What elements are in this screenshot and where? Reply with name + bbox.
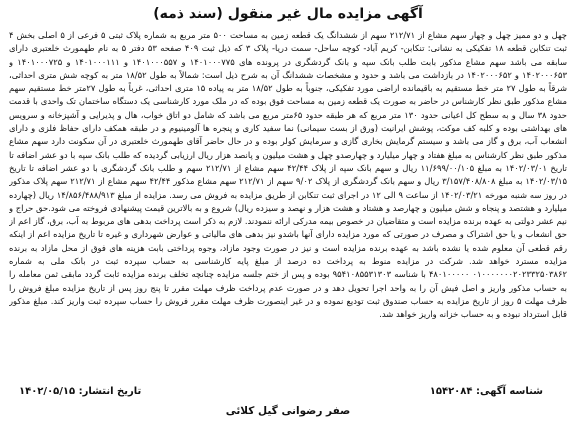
notice-id: شناسه آگهی: ۱۵۴۲۰۸۴ <box>429 386 543 397</box>
notice-meta <box>9 386 567 397</box>
notice-body: چهل و دو ممیز چهل و چهار سهم مشاع از ۲۱۲/۷۱ سهم از ششدانگ یک قطعه زمین به مساحت ۵۰۰ متر مربع به شماره پلاک ثبتی ۵ فرعی از ۵ اصلی بخش ۴ ثبت تنکابن قطعه ۱۸ تفکیکی به نشانی: تنکابن- کریم آباد- کوچه ساحل- سمت دریا- پلاک ۳ که ذیل ثبت ۴۰۹ صفحه ۵۳ دفتر ۵ به نام طهمورث خلعتبری دارای سابقه می باشد سهم مشاع مذکور بابت طلب بانک سپه و بانک گردشگری در پرونده های ۱۴۰۱۰۰۰۷۷۵ و ۱۴۰۱۰۰۰۵۵۷ و ۱۴۰۱۰۰۰۱۱۱ و ۱۴۰۱۰۰۰۷۲۵ و ۱۴۰۲۰۰۰۶۵۳ و ۱۴۰۲۰۰۰۶۵۲ در بازداشت می باشد و حدود و مشخصات ششدانگ آن به شرح ذیل است: شمالاً به طول ۱۸/۵۲ متر به کوچه شش متری احداثی، شرقاً به طول ۲۷ متر خط مستقیم به باقیمانده اراضی مورد تفکیکی، جنوباً به طول ۱۸/۵۲ متر به پیاده ۱۵ متری احداثی، غرباً به طول ۲۷متر خط مستقیم سهم مشاع مذکور طبق نظر کارشناس در حاضر به صورت یک قطعه زمین به مساحت فوق بوده که در ملک مورد کارشناسی یک دستگاه ساختمان تک واحدی با قدمت حدود ۳۸ سال و به سطح کل اعیانی حدود ۱۳۰ متر مربع که هر طبقه حدود ۶۵متر مربع می باشد که شامل دو اتاق خواب، هال و پذیرایی و آشپزخانه و سرویس های بهداشتی بوده و کلبه کف موکت، پوشش ایرانیت (ورق از بست سیمانی) نما سفید کاری و پنجره ها آلومینیوم و در طبقه همکف دارای حفاظ فلزی و دارای انشعاب آب، برق و گاز می باشد و سیستم گرمایش بخاری گازی و سرمایش کولر بوده و در حال حاضر آقای طهمورث خلعتبری در آن سکونت دارد سهم مشاع مذکور طبق نظر کارشناس به مبلغ هفتاد و چهار میلیارد و چهارصدو چهل و هشت میلیون و پانصد هزار ریال ارزیابی گردیده که طلب بانک سپه با دو عشر اضافه تا تاریخ ۱۴۰۲/۰۳/۰۱ به مبلغ ۱۱/۶۹۹/۰۰/۱۰۵ ریال و سهم بانک سپه از پلاک ۴۲/۴۴ سهم مشاع از ۲۱۲/۷۱ سهم و طلب بانک گردشگری با دو عشر اضافه تا تاریخ ۱۴۰۲/۰۳/۱۵ به مبلغ ۳/۱۵۷/۴۰۸/۸۰۸ ریال و سهم بانک گردشگری از پلاک ۹/۰۲ سهم از ۲۱۲/۷۱ سهم مشاع مذکور ۴۲/۴۴ سهم مشاع از ۲۱۲/۷۱ سهم پلاک مذکور در روز سه شنبه مورخه ۱۴۰۲/۰۳/۲۱ از ساعت ۹ الی ۱۲ در اجرای ثبت تنکابن از طریق مزایده به فروش می رسد. مزایده از مبلغ ۱۴/۸۵۶/۴۸۸/۹۱۳ ریال (چهارده میلیارد و هشتصد و پنجاه و شش میلیون و چهارصد و هشتاد و هشت هزار و نهصد و سیزده ریال) شروع و به بالاترین قیمت پیشنهادی فروخته می شود.حق حراج و نیم عشر دولتی به عهده برنده مزایده است و متقاضیان در خصوص بیمه مدرکی ارائه ننمودند. لازم به ذکر است پرداخت بدهی های مربوط به آب، برق، گاز اعم از حق انشعاب و یا حق اشتراک و مصرف در صورتی که مورد مزایده دارای آنها باشدو نیز بدهی های مالیاتی و عوارض شهرداری و غیره تا تاریخ مزایده اعم از اینکه رقم قطعی آن معلوم شده یا نشده باشد به عهده برنده مزایده است و نیز در صورت وجود مازاد، وجوه پرداختی بابت هزینه های فوق از محل مازاد به برنده مزایده مسترد خواهد شد. شرکت در مزایده منوط به پرداخت ده درصد از مبلغ پایه کارشناسی به حساب سپرده ثبت در بانک ملی به شماره ۰۱۰۰۰۰۰۰۰۲۰۲۳۳۲۵۰۳۸۶۲ ۴۸۰۱۰۰۰۰۰ با شناسه ۹۵۴۱۰۸۵۵۳۱۳۰۳ بوده و پس از ختم جلسه مزایده چنانچه تخلف برنده مزایده ثابت گردد مابقی ثمن معامله را به حساب مذکور واریز و اصل فیش آن را به واحد اجرا تحویل دهد و در صورت عدم پرداخت ظرف مهلت مقرر تا پنج روز پس از تاریخ مزایده مبلغ فروش را ظرف مهلت ۵ روز از تاریخ مزایده به حساب صندوق ثبت توديع نموده و در غیر اینصورت ظرف مهلت مقرر فروش را حساب سپرده ثبت واریز کند. مبلغ مذکور قابل استرداد نبوده و به حساب خزانه واریز خواهد شد. <box>9 30 567 320</box>
notice-title: آگهی مزایده مال غیر منقول (سند ذمه) <box>153 6 423 22</box>
signature: صفر رضوانی گیل کلائی <box>225 405 351 417</box>
publish-date: تاریخ انتشار: ۱۴۰۲/۰۵/۱۵ <box>19 386 142 397</box>
